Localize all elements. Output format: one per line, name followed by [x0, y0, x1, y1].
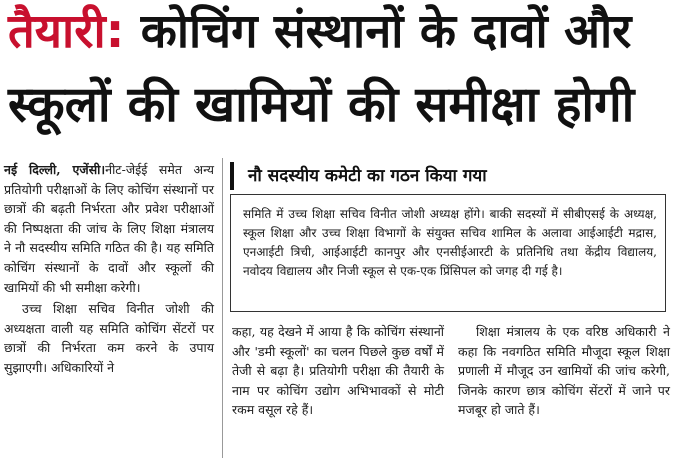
right-column [458, 322, 670, 458]
column-divider [222, 158, 223, 458]
headline-kicker: तैयारी: [8, 4, 125, 59]
headline-line-1 [8, 4, 632, 59]
lead-paragraph-text: नीट-जेईई समेत अन्य प्रतियोगी परीक्षाओं के लिए कोचिंग संस्थानों पर छात्रों की बढ़ती निर्भरता और प्रवेश परीक्षाओं की निष्पक्षता की जांच के लिए शिक्षा मंत्रालय ने नौ सदस्यीय समिति गठित की है। यह समिति कोचिंग संस्थानों के दावों और स्कूलों की खामियों की भी समीक्षा करेगी। [4, 162, 215, 295]
second-paragraph: उच्च शिक्षा सचिव विनीत जोशी की अध्यक्षता वाली यह समिति कोचिंग सेंटरों पर छात्रों की निर्भरता कम करने के उपाय सुझाएगी। अधिकारियों ने [4, 301, 214, 375]
headline-line-1-text: कोचिंग संस्थानों के दावों और [124, 4, 632, 59]
headline-line-2: स्कूलों की खामियों की समीक्षा होगी [8, 76, 635, 133]
middle-column-text: कहा, यह देखने में आया है कि कोचिंग संस्थानों और 'डमी स्कूलों' का चलन पिछले कुछ वर्षों में तेजी से बढ़ा है। प्रतियोगी परीक्षा की तैयारी के नाम पर कोचिंग उद्योग अभिभावकों से मोटी रकम वसूल रहे हैं। [232, 324, 444, 418]
info-box [230, 162, 670, 312]
headline [4, 0, 672, 156]
info-box-body: समिति में उच्च शिक्षा सचिव विनीत जोशी अध्यक्ष होंगे। बाकी सदस्यों में सीबीएसई के अध्यक्ष, स्कूल शिक्षा और उच्च शिक्षा विभागों के संयुक्त सचिव शामिल के अलावा आईआईटी मद्रास, एनआईटी त्रिची, आईआईटी कानपुर और एनसीईआरटी के प्रतिनिधि तथा केंद्रीय विद्यालय, नवोदय विद्यालय और निजी स्कूल से एक-एक प्रिंसिपल को जगह दी गई है। [230, 194, 666, 312]
right-column-text: शिक्षा मंत्रालय के एक वरिष्ठ अधिकारी ने कहा कि नवगठित समिति मौजूदा स्कूल शिक्षा प्रणाली में मौजूद उन खामियों की जांच करेगी, जिनके कारण छात्र कोचिंग सेंटरों में जाने पर मजबूर हो जाते हैं। [458, 324, 670, 418]
middle-column [232, 322, 444, 458]
left-column [4, 160, 214, 460]
dateline: नई दिल्ली, एजेंसी। [4, 162, 106, 177]
lead-paragraph [4, 160, 214, 297]
info-box-title: नौ सदस्यीय कमेटी का गठन किया गया [230, 162, 670, 190]
